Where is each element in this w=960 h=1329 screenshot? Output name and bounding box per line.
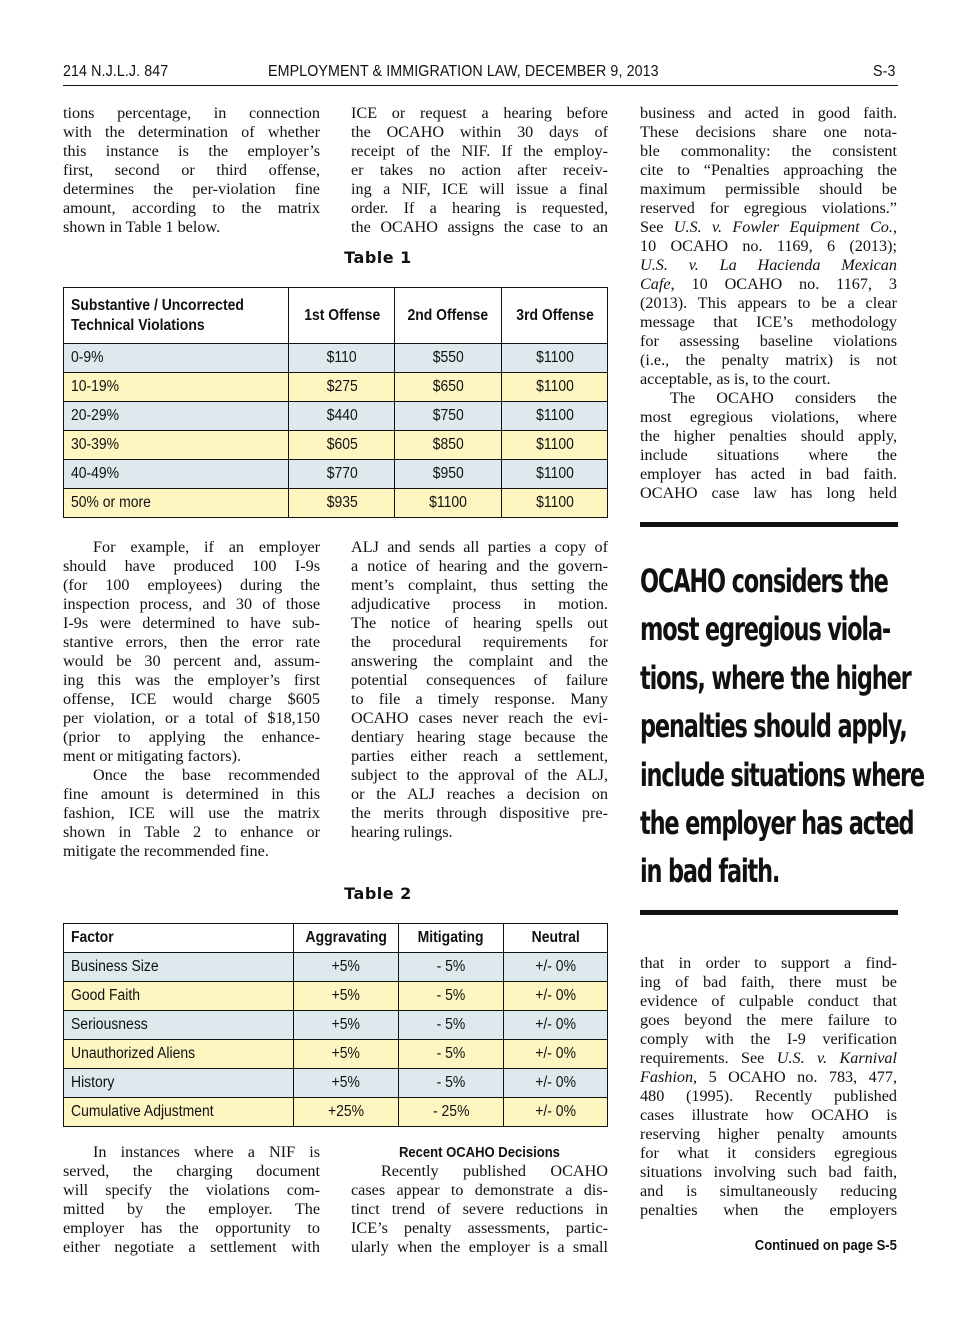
text-line: employer has acted in bad faith. [640,465,897,483]
value-cell: $110 [289,344,395,373]
col1-top-text [63,104,320,237]
text-line: Cafe, 10 OCAHO no. 1167, 3 [640,275,897,293]
penalty-matrix-table [63,287,608,518]
pull-quote-line: include situations where [640,755,924,794]
text-line: this instance is the employer’s [63,142,320,160]
value-cell: $275 [289,373,395,402]
text-line: mitigate the recommended fine. [63,842,269,860]
text-line: the merits through dispositive pre- [351,804,608,822]
pull-quote [640,557,924,896]
value-cell: $440 [289,402,395,431]
value-cell: +5% [293,953,398,982]
text-line: most egregious violations, where [640,408,897,426]
text-line: should have produced 100 I-9s [63,557,320,575]
text-line: acceptable, as is, to the court. [640,370,831,388]
table-row [64,1098,608,1127]
text-line: potential consequences of failure [351,671,608,689]
table-row [64,1011,608,1040]
text-line: employer has the opportunity to [63,1219,320,1237]
table-row [64,402,608,431]
value-cell: $550 [395,344,502,373]
text-line: 10 OCAHO no. 1169, 6 (2013); [640,237,897,255]
text-line: with the determination of whether [63,123,320,141]
text-line: business and acted in good faith. [640,104,897,122]
table-row [64,1040,608,1069]
value-cell: $850 [395,431,502,460]
table-row [64,489,608,518]
table-row [64,953,608,982]
row-label-cell: Business Size [64,953,294,982]
text-line: the procedural requirements for [351,633,608,651]
text-line: requirements. See U.S. v. Karnival [640,1049,898,1067]
text-line: (2013). This appears to be a clear [640,294,897,312]
table-row [64,344,608,373]
text-line: amount, according to the matrix [63,199,320,217]
col1-bottom-text [63,1143,320,1257]
table-row [64,1069,608,1098]
row-label-cell: Seriousness [64,1011,294,1040]
text-line: I-9s were determined to have sub- [63,614,320,632]
text-line: These decisions share one nota- [640,123,897,141]
table2-header-cell: Factor [64,924,294,953]
value-cell: +25% [293,1098,398,1127]
table1-header-line: Technical Violations [71,316,205,334]
table1-caption: Table 1 [344,248,412,267]
table1-body [64,344,608,518]
text-line: for assessing baseline violations [640,332,897,350]
pull-quote-line: most egregious viola- [640,610,891,649]
adjustment-factors-table [63,923,608,1127]
value-cell: +5% [293,982,398,1011]
text-line: U.S. v. La Hacienda Mexican [640,256,897,274]
row-label-cell: 0-9% [64,344,289,373]
text-line: In instances where a NIF is [93,1143,320,1161]
text-line: the higher penalties should apply, [640,427,897,445]
value-cell: +/- 0% [503,1040,607,1069]
text-line: that in order to support a find- [640,954,897,972]
row-label-cell: 50% or more [64,489,289,518]
value-cell: - 5% [399,953,504,982]
table1-header-cell: 2nd Offense [395,288,502,344]
table2-header-cell: Mitigating [399,924,504,953]
text-line: answering the complaint and the [351,652,608,670]
value-cell: +/- 0% [503,1069,607,1098]
text-line: Recently published OCAHO [381,1162,608,1180]
value-cell: $770 [289,460,395,489]
text-line: stantive errors, then the error rate [63,633,320,651]
text-line: See U.S. v. Fowler Equipment Co., [640,218,897,236]
text-line: ble commonality: the consistent [640,142,897,160]
text-line: a notice of hearing and the govern- [351,557,608,575]
row-label-cell: 30-39% [64,431,289,460]
text-line: fashion, ICE will use the matrix [63,804,320,822]
pull-quote-line: penalties should apply, [640,707,907,746]
text-line: ing a NIF, ICE will issue a final [351,180,608,198]
text-line: adjudicative process in motion. [351,595,608,613]
text-line: ment’s complaint, thus setting the [351,576,608,594]
text-line: The notice of hearing spells out [351,614,608,632]
pull-quote-line: OCAHO considers the [640,562,888,600]
text-line: offense, ICE would charge $605 [63,690,320,708]
value-cell: $1100 [502,402,608,431]
col2-bottom-text [351,1143,608,1257]
header-rule [63,85,898,86]
col2-mid-text [351,538,608,842]
text-line: Fashion, 5 OCAHO no. 783, 477, [640,1068,897,1086]
table-row [64,982,608,1011]
col3-bottom-text [640,954,897,1220]
text-line: cite to “Penalties approaching the [640,161,897,179]
text-line: reserved for egregious violations.” [640,199,897,217]
text-line: 480 (1995). Recently published [640,1087,897,1105]
pull-quote-line: in bad faith. [640,852,780,891]
text-line: OCAHO case law has long held [640,484,897,502]
value-cell: +/- 0% [503,953,607,982]
text-line: comply with the I-9 verification [640,1030,897,1048]
value-cell: - 5% [399,982,504,1011]
col2-top-text [351,104,608,237]
text-line: subject to the approval of the ALJ, [351,766,608,784]
text-line: (for 100 employees) during the [63,576,320,594]
table2-header-cell: Aggravating [293,924,398,953]
text-line: for what it considers egregious [640,1144,897,1162]
text-line: (i.e., the penalty matrix) is not [640,351,897,369]
text-line: message that ICE’s methodology [640,313,897,331]
table2-body [64,953,608,1127]
value-cell: $750 [395,402,502,431]
row-label-cell: History [64,1069,294,1098]
text-line: would be 30 percent and, assum- [63,652,320,670]
text-line: inspection process, and 30 of those [63,595,320,613]
text-line: parties either reach a settlement, [351,747,608,765]
text-line: receipt of the NIF. If the employ- [351,142,608,160]
value-cell: $1100 [502,431,608,460]
table2-header-cell: Neutral [503,924,607,953]
text-line: will specify the violations com- [63,1181,320,1199]
header-citation: 214 N.J.L.J. 847 [63,63,169,80]
value-cell: $1100 [502,373,608,402]
text-line: include situations where the [640,446,897,464]
text-line: hearing rulings. [351,823,453,841]
text-line: goes beyond the mere failure to [640,1011,897,1029]
text-line: the OCAHO assigns the case to an [351,218,608,236]
value-cell: +5% [293,1011,398,1040]
row-label-cell: Good Faith [64,982,294,1011]
value-cell: - 5% [399,1069,504,1098]
text-line: Once the base recommended [93,766,320,784]
pull-quote-rule-top [640,522,898,527]
text-line: ing this was the employer’s first [63,671,320,689]
row-label-cell: 40-49% [64,460,289,489]
pull-quote-line: the employer has acted [640,804,914,843]
value-cell: $1100 [502,344,608,373]
value-cell: +5% [293,1069,398,1098]
continued-note: Continued on page S-5 [754,1238,897,1254]
value-cell: +/- 0% [503,1098,607,1127]
text-line: tions percentage, in connection [63,104,320,122]
text-line: ICE or request a hearing before [351,104,608,122]
value-cell: +/- 0% [503,1011,607,1040]
pull-quote-rule-bottom [640,910,898,915]
text-line: ment or mitigating factors). [63,747,242,765]
value-cell: +5% [293,1040,398,1069]
text-line: the OCAHO within 30 days of [351,123,608,141]
table1-header-cell: 3rd Offense [502,288,608,344]
text-line: penalties when the employers [640,1201,897,1219]
text-line: ALJ and sends all parties a copy of [351,538,608,556]
text-line: cases appear to demonstrate a dis- [351,1181,608,1199]
text-line: per violation, or a total of $18,150 [63,709,320,727]
value-cell: $1100 [395,489,502,518]
text-line: evidence of culpable conduct that [640,992,897,1010]
row-label-cell: Cumulative Adjustment [64,1098,294,1127]
text-line: reserving higher penalty amounts [640,1125,897,1143]
col3-top-text [640,104,897,503]
text-line: first, second or third offense, [63,161,320,179]
value-cell: $950 [395,460,502,489]
header-publication: EMPLOYMENT & IMMIGRATION LAW, DECEMBER 9, 2013 [268,63,659,80]
text-line: ing of bad faith, there must be [640,973,897,991]
section-heading: Recent OCAHO Decisions [398,1145,560,1161]
value-cell: - 5% [399,1040,504,1069]
row-label-cell: 10-19% [64,373,289,402]
text-line: shown in Table 1 below. [63,218,221,236]
table1-header-violations [64,288,289,344]
text-line: and is simultaneously reducing [640,1182,897,1200]
text-line: ICE’s penalty assessments, partic- [351,1219,608,1237]
row-label-cell: Unauthorized Aliens [64,1040,294,1069]
text-line: fine amount is determined in this [63,785,320,803]
table-row [64,460,608,489]
value-cell: $650 [395,373,502,402]
col1-mid-text [63,538,320,861]
text-line: dentiary hearing stage because the [351,728,608,746]
text-line: situations involving such bad faith, [640,1163,897,1181]
row-label-cell: 20-29% [64,402,289,431]
text-line: The OCAHO considers the [670,389,897,407]
text-line: ularly when the employer is a small [351,1238,608,1256]
text-line: tinct trend of severe reductions in [351,1200,608,1218]
text-line: mitted by the employer. The [63,1200,320,1218]
text-line: For example, if an employer [93,538,320,556]
header-page-number: S-3 [873,63,896,80]
text-line: either negotiate a settlement with [63,1238,320,1256]
text-line: shown in Table 2 to enhance or [63,823,320,841]
value-cell: $1100 [502,489,608,518]
value-cell: $935 [289,489,395,518]
value-cell: - 25% [399,1098,504,1127]
text-line: cases illustrate how OCAHO is [640,1106,897,1124]
text-line: (prior to applying the enhance- [63,728,320,746]
table2-caption: Table 2 [344,884,412,903]
text-line: served, the charging document [63,1162,320,1180]
value-cell: $605 [289,431,395,460]
text-line: er takes no action after receiv- [351,161,608,179]
text-line: maximum permissible should be [640,180,897,198]
text-line: to file a timely response. Many [351,690,608,708]
text-line: OCAHO cases never reach the evi- [351,709,608,727]
value-cell: +/- 0% [503,982,607,1011]
text-line: or the ALJ reaches a decision on [351,785,608,803]
table1-header-cell: 1st Offense [289,288,395,344]
table-row [64,431,608,460]
table-row [64,373,608,402]
text-line: determines the per-violation fine [63,180,320,198]
pull-quote-line: tions, where the higher [640,658,911,697]
table1-header-line: Substantive / Uncorrected [71,296,244,314]
text-line: order. If a hearing is requested, [351,199,608,217]
value-cell: $1100 [502,460,608,489]
value-cell: - 5% [399,1011,504,1040]
